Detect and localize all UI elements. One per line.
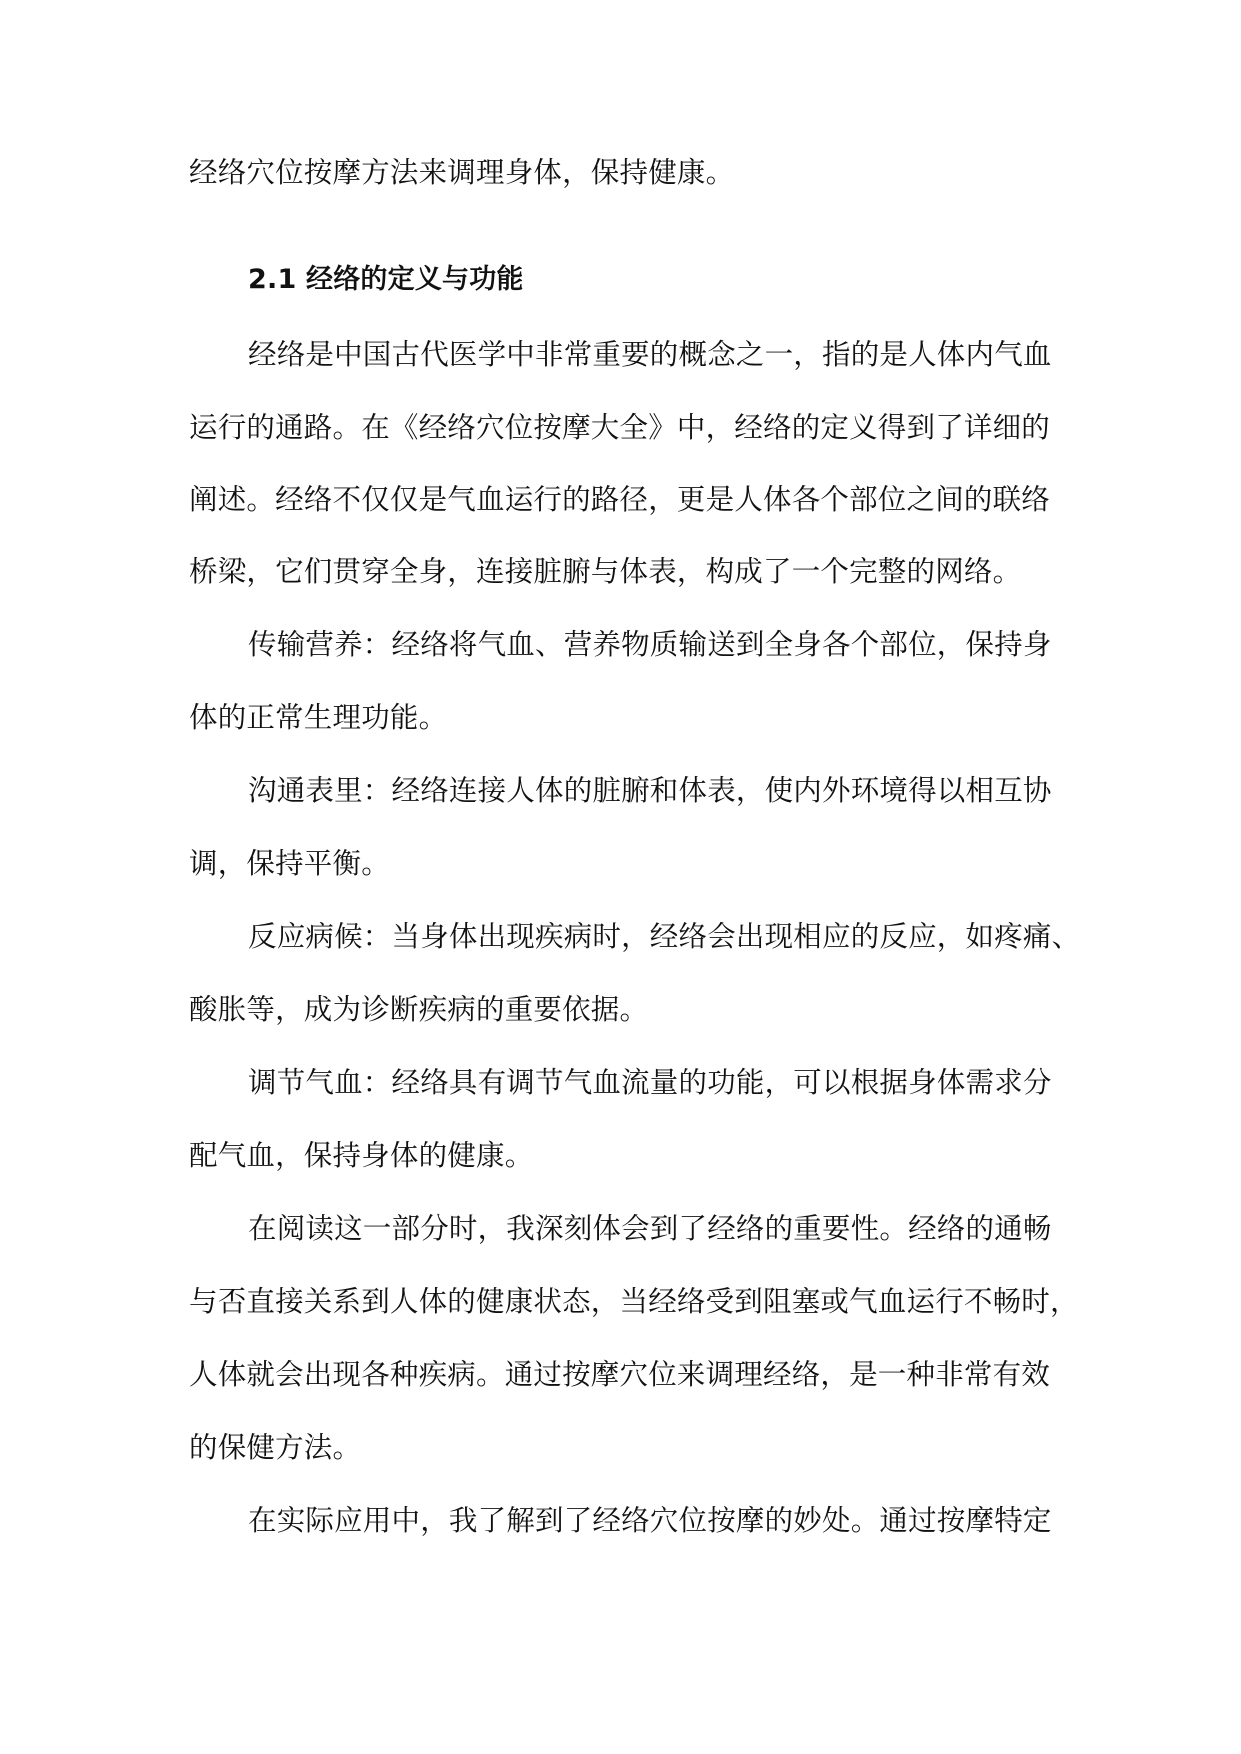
paragraph-line: 配气血，保持身体的健康。 bbox=[189, 1139, 534, 1172]
paragraph-line: 调节气血：经络具有调节气血流量的功能，可以根据身体需求分 bbox=[248, 1066, 1052, 1099]
paragraph-line: 传输营养：经络将气血、营养物质输送到全身各个部位，保持身 bbox=[248, 628, 1052, 661]
paragraph-line: 酸胀等，成为诊断疾病的重要依据。 bbox=[189, 993, 649, 1026]
paragraph-line: 在实际应用中，我了解到了经络穴位按摩的妙处。通过按摩特定 bbox=[248, 1504, 1052, 1537]
paragraph-line: 调，保持平衡。 bbox=[189, 847, 390, 880]
paragraph-line: 在阅读这一部分时，我深刻体会到了经络的重要性。经络的通畅 bbox=[248, 1212, 1052, 1245]
paragraph-line: 反应病候：当身体出现疾病时，经络会出现相应的反应，如疼痛、 bbox=[248, 920, 1081, 953]
paragraph-line: 沟通表里：经络连接人体的脏腑和体表，使内外环境得以相互协 bbox=[248, 774, 1052, 807]
paragraph-line: 与否直接关系到人体的健康状态，当经络受到阻塞或气血运行不畅时， bbox=[189, 1285, 1079, 1318]
paragraph-line: 经络穴位按摩方法来调理身体，保持健康。 bbox=[189, 156, 735, 189]
section-heading: 2.1 经络的定义与功能 bbox=[248, 264, 524, 295]
paragraph-line: 桥梁，它们贯穿全身，连接脏腑与体表，构成了一个完整的网络。 bbox=[189, 555, 1022, 588]
paragraph-line: 运行的通路。在《经络穴位按摩大全》中，经络的定义得到了详细的 bbox=[189, 411, 1051, 444]
paragraph-line: 体的正常生理功能。 bbox=[189, 701, 448, 734]
paragraph-line: 人体就会出现各种疾病。通过按摩穴位来调理经络，是一种非常有效 bbox=[189, 1358, 1051, 1391]
paragraph-line: 的保健方法。 bbox=[189, 1431, 362, 1464]
paragraph-line: 阐述。经络不仅仅是气血运行的路径，更是人体各个部位之间的联络 bbox=[189, 483, 1051, 516]
paragraph-line: 经络是中国古代医学中非常重要的概念之一，指的是人体内气血 bbox=[248, 338, 1052, 371]
